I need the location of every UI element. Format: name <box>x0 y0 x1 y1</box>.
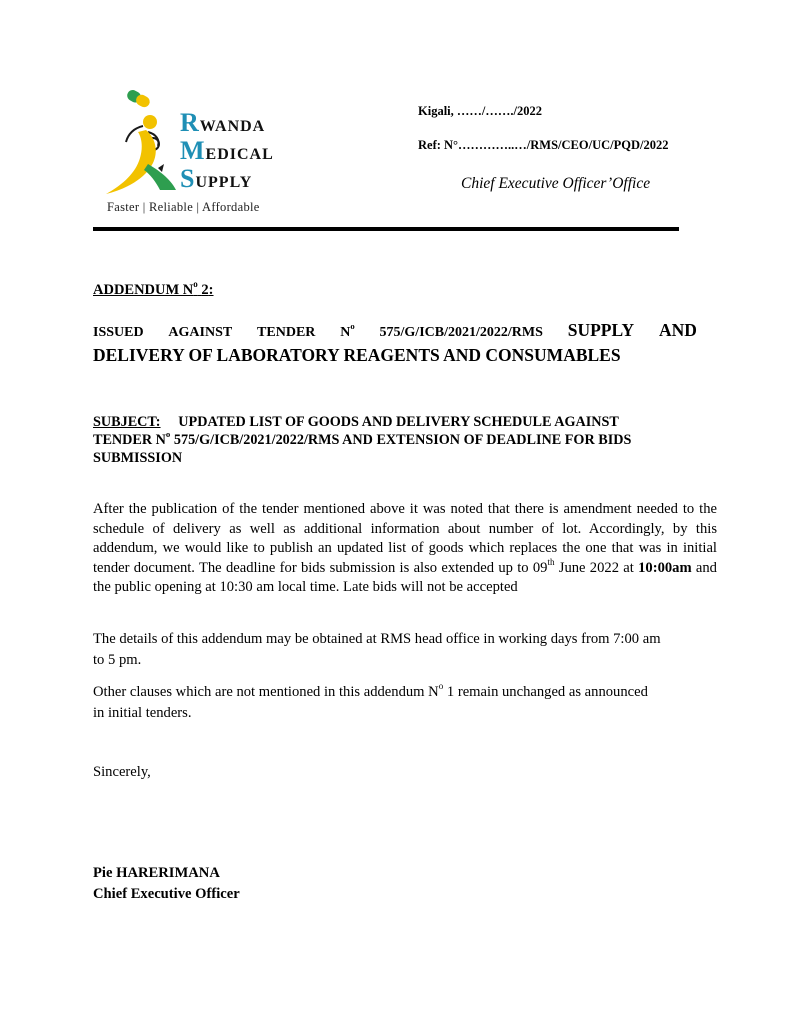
body-paragraph-2-line-1: The details of this addendum may be obtained at RMS head office in working days from 7:00 am <box>93 631 661 647</box>
issued-line-1: ISSUED AGAINST TENDER $N^o$ 575/G/ICB/2021/2022/RMS SUPPLY AND <box>93 320 697 340</box>
subject-line-3: SUBMISSION <box>93 450 183 466</box>
signatory-name: Pie HARERIMANA <box>93 865 220 881</box>
addendum-heading: ADDENDUM $N^o$ 2: <box>93 279 214 298</box>
subject-block <box>93 413 693 467</box>
body-paragraph-3 <box>93 682 733 724</box>
body-paragraph-2 <box>93 629 733 671</box>
logo-word-rwanda: RWANDA <box>180 108 266 137</box>
subject-line-2: TENDER $N^o$ 575/G/ICB/2021/2022/RMS AND EXTENSION OF DEADLINE FOR BIDS <box>93 429 632 448</box>
salutation: Sincerely, <box>93 764 151 780</box>
header-divider <box>93 227 679 231</box>
body-paragraph-1: After the publication of the tender mentioned above it was noted that there is amendment needed to the schedule of delivery as well as additional information about number of lot. Accordingly, by this addendum, we would like to publish an updated list of goods which replaces the one that was in initial tender document. The deadline for bids submission is also extended up to 09th June 2022 at 10:00am and the public opening at 10:30 am local time. Late bids will not be accepted <box>93 501 717 595</box>
logo-word-medical: MEDICAL <box>180 136 274 165</box>
body-paragraph-3-line-2: in initial tenders. <box>93 705 192 721</box>
logo-tagline: Faster | Reliable | Affordable <box>107 200 260 214</box>
place-date: Kigali, ……/……./2022 <box>418 104 542 118</box>
reference-number: Ref: N°…………..…/RMS/CEO/UC/PQD/2022 <box>418 138 669 152</box>
rms-logo-icon <box>98 90 180 200</box>
signatory-title: Chief Executive Officer <box>93 886 240 902</box>
body-paragraph-3-line-1: Other clauses which are not mentioned in this addendum $N^o$ 1 remain unchanged as announced <box>93 681 648 700</box>
body-paragraph-2-line-2: to 5 pm. <box>93 652 142 668</box>
issued-line-2: DELIVERY OF LABORATORY REAGENTS AND CONSUMABLES <box>93 345 621 365</box>
subject-line-1: SUBJECT: UPDATED LIST OF GOODS AND DELIVERY SCHEDULE AGAINST <box>93 414 619 430</box>
office-name: Chief Executive Officer’Office <box>461 175 651 192</box>
logo-word-supply: SUPPLY <box>180 164 253 193</box>
